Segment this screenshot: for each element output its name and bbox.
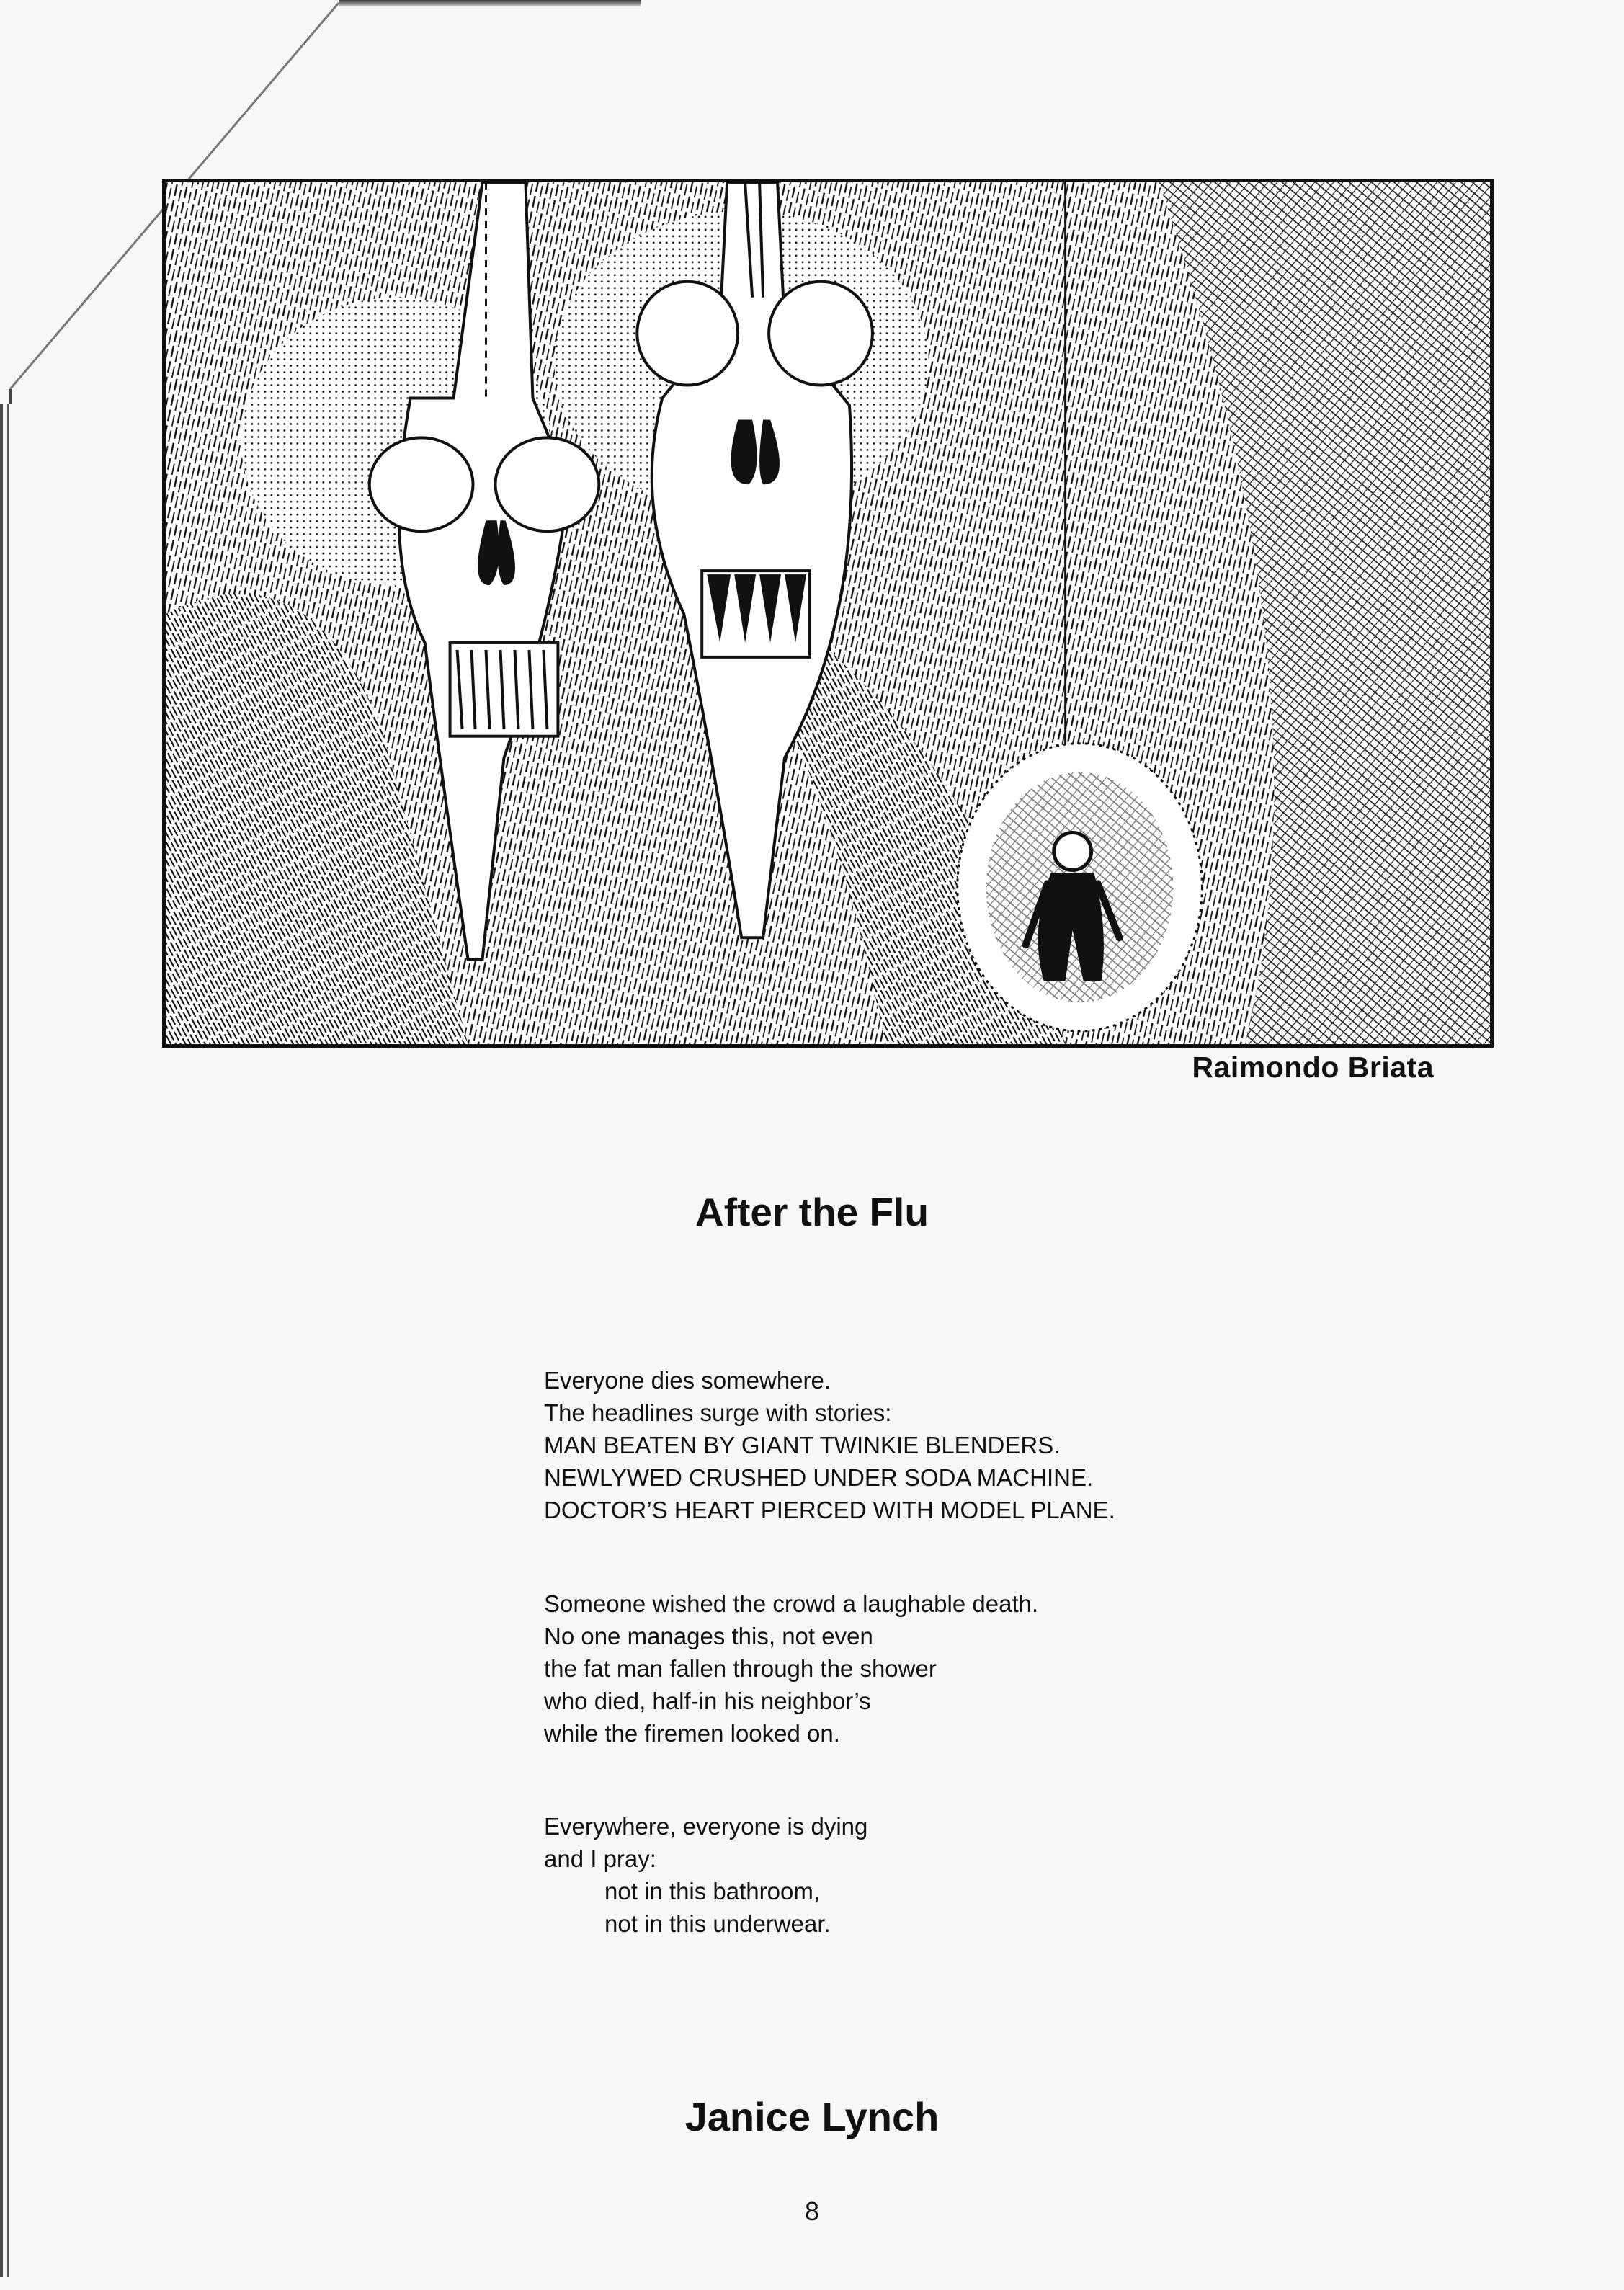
poem-line: Everywhere, everyone is dying <box>544 1813 868 1840</box>
poem-line: The headlines surge with stories: <box>544 1399 892 1426</box>
illustration <box>162 179 1494 1048</box>
poem-line: Someone wished the crowd a laughable death. <box>544 1590 1039 1617</box>
poem-line: not in this bathroom, <box>604 1878 820 1904</box>
page-number: 8 <box>804 2196 820 2226</box>
stanza-3 <box>544 1810 867 1940</box>
scan-left-edge <box>0 404 16 2277</box>
poem-line: while the firemen looked on. <box>544 1720 840 1747</box>
poem-line: NEWLYWED CRUSHED UNDER SODA MACHINE. <box>544 1464 1094 1491</box>
artist-credit: Raimondo Briata <box>1192 1051 1434 1084</box>
poem-line: Everyone dies somewhere. <box>544 1367 831 1394</box>
poem-author: Janice Lynch <box>684 2094 940 2139</box>
poem-line: who died, half-in his neighbor’s <box>544 1688 871 1714</box>
scan-top-edge <box>339 0 641 7</box>
poem-line: DOCTOR’S HEART PIERCED WITH MODEL PLANE. <box>544 1497 1115 1523</box>
skull-illustration-icon <box>166 182 1490 1044</box>
poem-line: and I pray: <box>544 1845 656 1872</box>
poem-line: No one manages this, not even <box>544 1623 873 1649</box>
poem-line: not in this underwear. <box>604 1910 831 1937</box>
poem-line: MAN BEATEN BY GIANT TWINKIE BLENDERS. <box>544 1432 1061 1458</box>
poem-line: the fat man fallen through the shower <box>544 1655 937 1682</box>
poem-title: After the Flu <box>695 1190 929 1234</box>
stanza-2 <box>544 1587 1038 1750</box>
stanza-1 <box>544 1364 1115 1526</box>
